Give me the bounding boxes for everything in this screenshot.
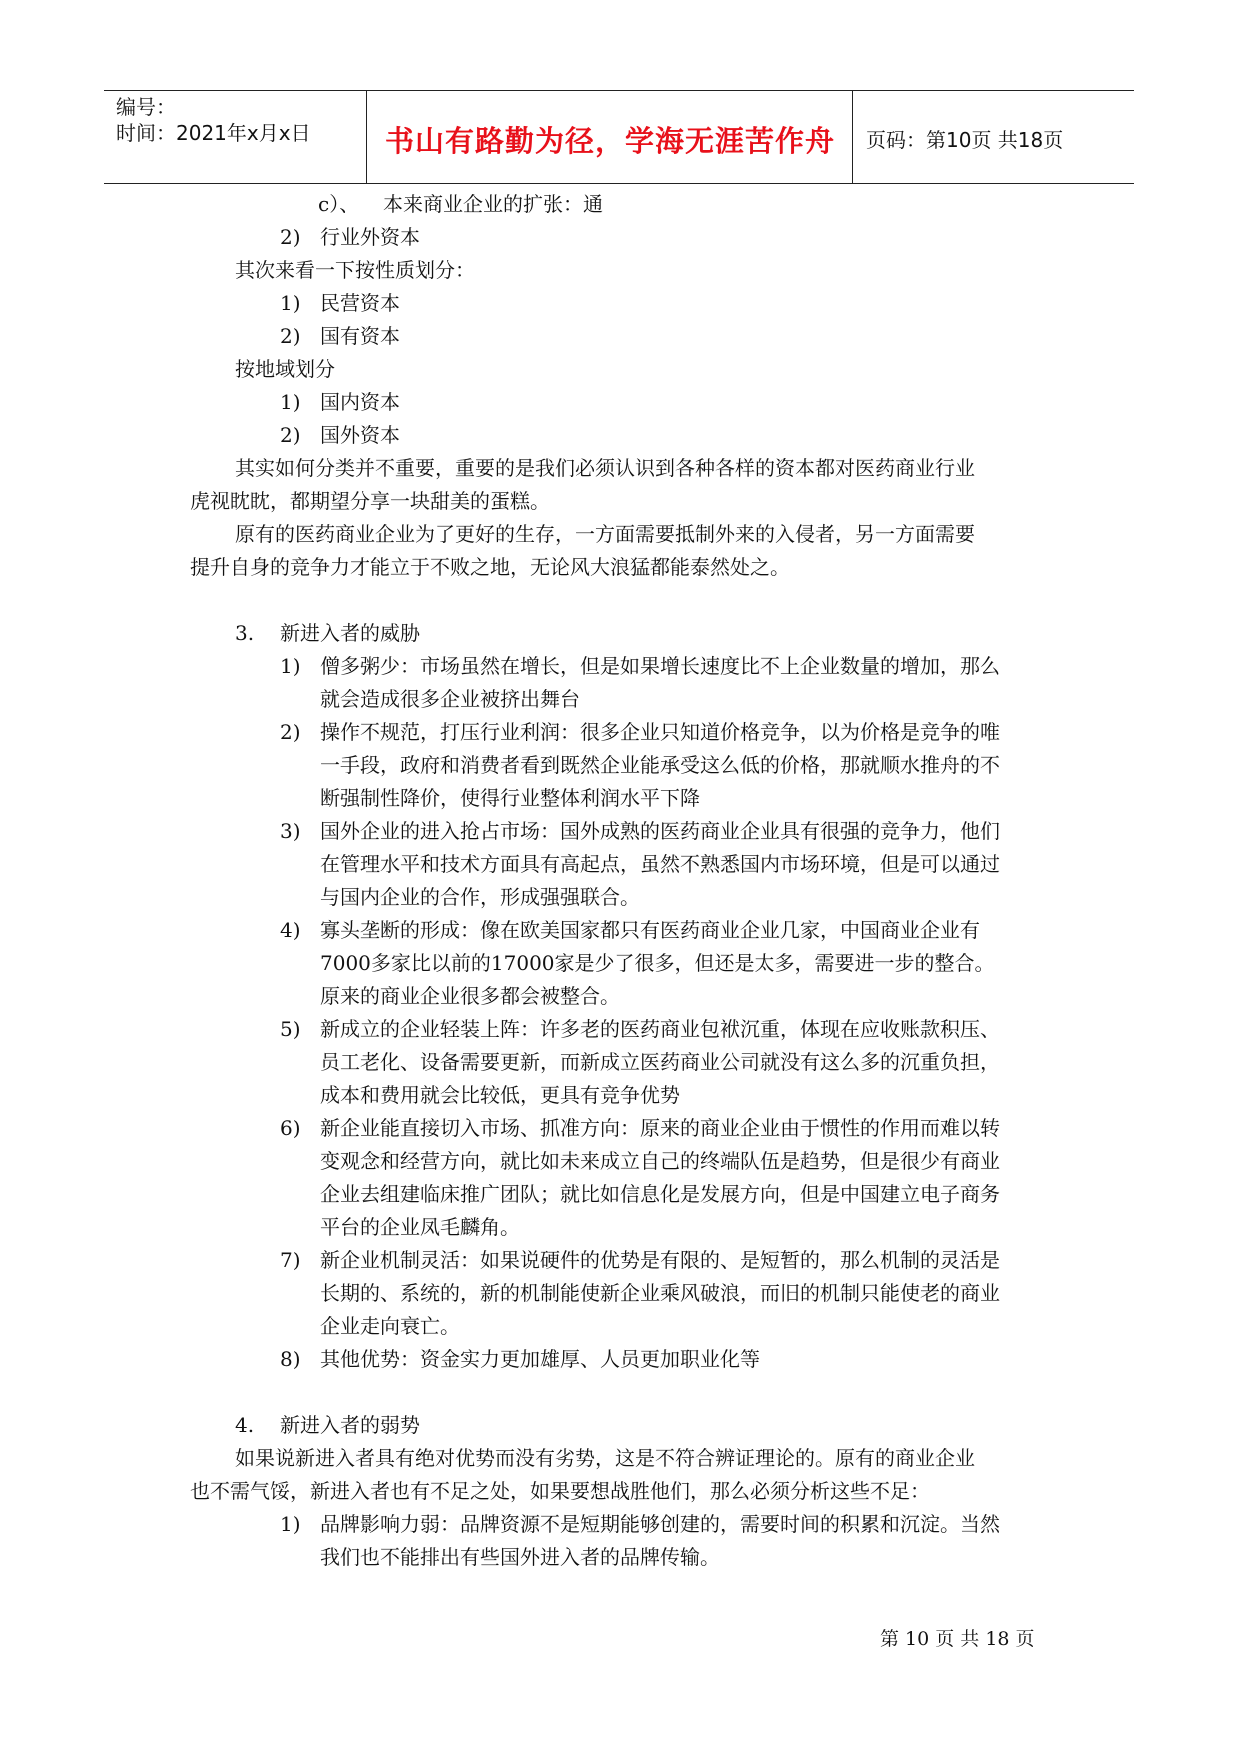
body-text-line: 本来商业企业的扩张：通 xyxy=(383,192,603,216)
list-marker: 3. xyxy=(235,621,255,645)
body-text-line: 新企业机制灵活：如果说硬件的优势是有限的、是短暂的，那么机制的灵活是 xyxy=(320,1248,1000,1272)
list-marker: 1) xyxy=(280,1512,301,1536)
list-marker: 2) xyxy=(280,225,301,249)
list-marker: 1) xyxy=(280,390,301,414)
header-motto-cell xyxy=(368,91,853,183)
body-text-line: 国有资本 xyxy=(320,324,400,348)
body-text-line: 长期的、系统的，新的机制能使新企业乘风破浪，而旧的机制只能使老的商业 xyxy=(320,1281,1000,1305)
body-text-line: 在管理水平和技术方面具有高起点，虽然不熟悉国内市场环境，但是可以通过 xyxy=(320,852,1000,876)
body-text-line: 其次来看一下按性质划分： xyxy=(235,258,475,282)
body-text-line: 平台的企业凤毛麟角。 xyxy=(320,1215,520,1239)
body-text-line: 其实如何分类并不重要，重要的是我们必须认识到各种各样的资本都对医药商业行业 xyxy=(235,456,975,480)
header-page-cell xyxy=(854,91,1134,183)
page-header xyxy=(104,90,1134,184)
body-text-line: 操作不规范，打压行业利润：很多企业只知道价格竞争，以为价格是竞争的唯 xyxy=(320,720,1000,744)
body-text-line: 品牌影响力弱：品牌资源不是短期能够创建的，需要时间的积累和沉淀。当然 xyxy=(320,1512,1000,1536)
header-page-info: 页码：第10页 共18页 xyxy=(866,128,1064,152)
body-text-line: 也不需气馁，新进入者也有不足之处，如果要想战胜他们，那么必须分析这些不足： xyxy=(190,1479,930,1503)
body-text-line: 企业去组建临床推广团队；就比如信息化是发展方向，但是中国建立电子商务 xyxy=(320,1182,1000,1206)
list-marker: 2) xyxy=(280,423,301,447)
list-marker: 2) xyxy=(280,720,301,744)
body-text-line: 虎视眈眈，都期望分享一块甜美的蛋糕。 xyxy=(190,489,550,513)
body-text-line: 民营资本 xyxy=(320,291,400,315)
body-text-line: 行业外资本 xyxy=(320,225,420,249)
list-marker: c）、 xyxy=(318,192,360,216)
body-text-line: 新成立的企业轻装上阵：许多老的医药商业包袱沉重，体现在应收账款积压、 xyxy=(320,1017,1000,1041)
list-marker: 5) xyxy=(280,1017,301,1041)
body-text-line: 新进入者的威胁 xyxy=(280,621,420,645)
body-text-line: 企业走向衰亡。 xyxy=(320,1314,460,1338)
number-label: 编号： xyxy=(116,95,176,119)
body-text-line: 员工老化、设备需要更新，而新成立医药商业公司就没有这么多的沉重负担， xyxy=(320,1050,1000,1074)
body-text-line: 原有的医药商业企业为了更好的生存，一方面需要抵制外来的入侵者，另一方面需要 xyxy=(235,522,975,546)
body-text-line: 与国内企业的合作，形成强强联合。 xyxy=(320,885,640,909)
body-text-line: 如果说新进入者具有绝对优势而没有劣势，这是不符合辨证理论的。原有的商业企业 xyxy=(235,1446,975,1470)
body-text-line: 国内资本 xyxy=(320,390,400,414)
body-text-line: 新进入者的弱势 xyxy=(280,1413,420,1437)
list-marker: 4) xyxy=(280,918,301,942)
body-text-line: 我们也不能排出有些国外进入者的品牌传输。 xyxy=(320,1545,720,1569)
list-marker: 6) xyxy=(280,1116,301,1140)
body-text-line: 7000多家比以前的17000家是少了很多，但还是太多，需要进一步的整合。 xyxy=(320,951,995,975)
body-text-line: 原来的商业企业很多都会被整合。 xyxy=(320,984,620,1008)
body-text-line: 就会造成很多企业被挤出舞台 xyxy=(320,687,580,711)
body-text-line: 寡头垄断的形成：像在欧美国家都只有医药商业企业几家，中国商业企业有 xyxy=(320,918,980,942)
body-text-line: 新企业能直接切入市场、抓准方向：原来的商业企业由于惯性的作用而难以转 xyxy=(320,1116,1000,1140)
body-text-line: 提升自身的竞争力才能立于不败之地，无论风大浪猛都能泰然处之。 xyxy=(190,555,790,579)
body-text-line: 变观念和经营方向，就比如未来成立自己的终端队伍是趋势，但是很少有商业 xyxy=(320,1149,1000,1173)
list-marker: 7) xyxy=(280,1248,301,1272)
body-text-line: 成本和费用就会比较低，更具有竞争优势 xyxy=(320,1083,680,1107)
header-meta xyxy=(104,91,367,183)
list-marker: 4. xyxy=(235,1413,255,1437)
time-label: 时间：2021年x月x日 xyxy=(116,121,311,145)
list-marker: 2) xyxy=(280,324,301,348)
body-text-line: 按地域划分 xyxy=(235,357,335,381)
body-text-line: 国外企业的进入抢占市场：国外成熟的医药商业企业具有很强的竞争力，他们 xyxy=(320,819,1000,843)
motto-text: 书山有路勤为径，学海无涯苦作舟 xyxy=(384,124,835,158)
list-marker: 3) xyxy=(280,819,301,843)
list-marker: 1) xyxy=(280,654,301,678)
body-text-line: 僧多粥少：市场虽然在增长，但是如果增长速度比不上企业数量的增加，那么 xyxy=(320,654,1000,678)
page-footer: 第 10 页 共 18 页 xyxy=(880,1628,1035,1650)
list-marker: 1) xyxy=(280,291,301,315)
body-text-line: 断强制性降价，使得行业整体利润水平下降 xyxy=(320,786,700,810)
body-text-line: 其他优势：资金实力更加雄厚、人员更加职业化等 xyxy=(320,1347,760,1371)
body-text-line: 国外资本 xyxy=(320,423,400,447)
body-text-line: 一手段，政府和消费者看到既然企业能承受这么低的价格，那就顺水推舟的不 xyxy=(320,753,1000,777)
list-marker: 8) xyxy=(280,1347,301,1371)
